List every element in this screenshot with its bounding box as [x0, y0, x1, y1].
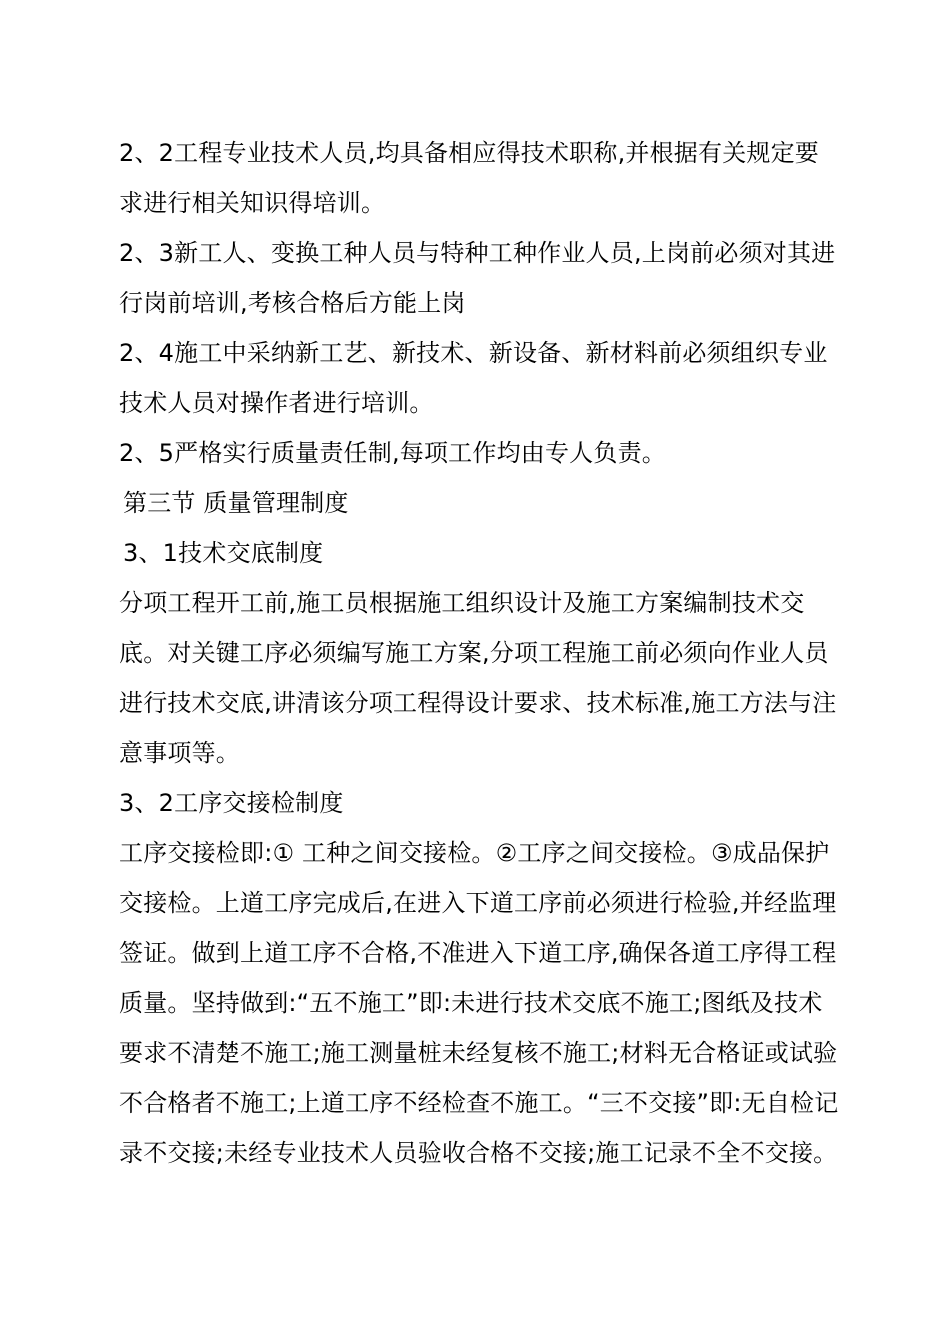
paragraph-2-3: 2、3新工人、变换工种人员与特种工种作业人员,上岗前必须对其进行岗前培训,考核合格后方能上岗 — [119, 239, 836, 317]
section-heading-3: 第三节 质量管理制度 — [123, 489, 349, 517]
subsection-heading-3-2: 3、2工序交接检制度 — [119, 789, 344, 817]
paragraph-2-4: 2、4施工中采纳新工艺、新技术、新设备、新材料前必须组织专业技术人员对操作者进行培训。 — [119, 339, 828, 417]
document-body — [113, 128, 839, 1178]
paragraph-2-2: 2、2工程专业技术人员,均具备相应得技术职称,并根据有关规定要求进行相关知识得培训。 — [119, 139, 819, 217]
paragraph-3-2-body: 工序交接检即:① 工种之间交接检。②工序之间交接检。③成品保护交接检。上道工序完成后,在进入下道工序前必须进行检验,并经监理签证。做到上道工序不合格,不准进入下道工序,确保各道工序得工程质量。坚持做到:“五不施工”即:未进行技术交底不施工;图纸及技术要求不清楚不施工;施工测量桩未经复核不施工;材料无合格证或试验不合格者不施工;上道工序不经检查不施工。“三不交接”即:无自检记录不交接;未经专业技术人员验收合格不交接;施工记录不全不交接。 — [119, 839, 839, 1167]
paragraph-3-1-body: 分项工程开工前,施工员根据施工组织设计及施工方案编制技术交底。对关键工序必须编写施工方案,分项工程施工前必须向作业人员进行技术交底,讲清该分项工程得设计要求、技术标准,施工方法与注意事项等。 — [119, 589, 837, 767]
paragraph-2-5: 2、5严格实行质量责任制,每项工作均由专人负责。 — [119, 439, 666, 467]
subsection-heading-3-1: 3、1技术交底制度 — [123, 539, 324, 567]
